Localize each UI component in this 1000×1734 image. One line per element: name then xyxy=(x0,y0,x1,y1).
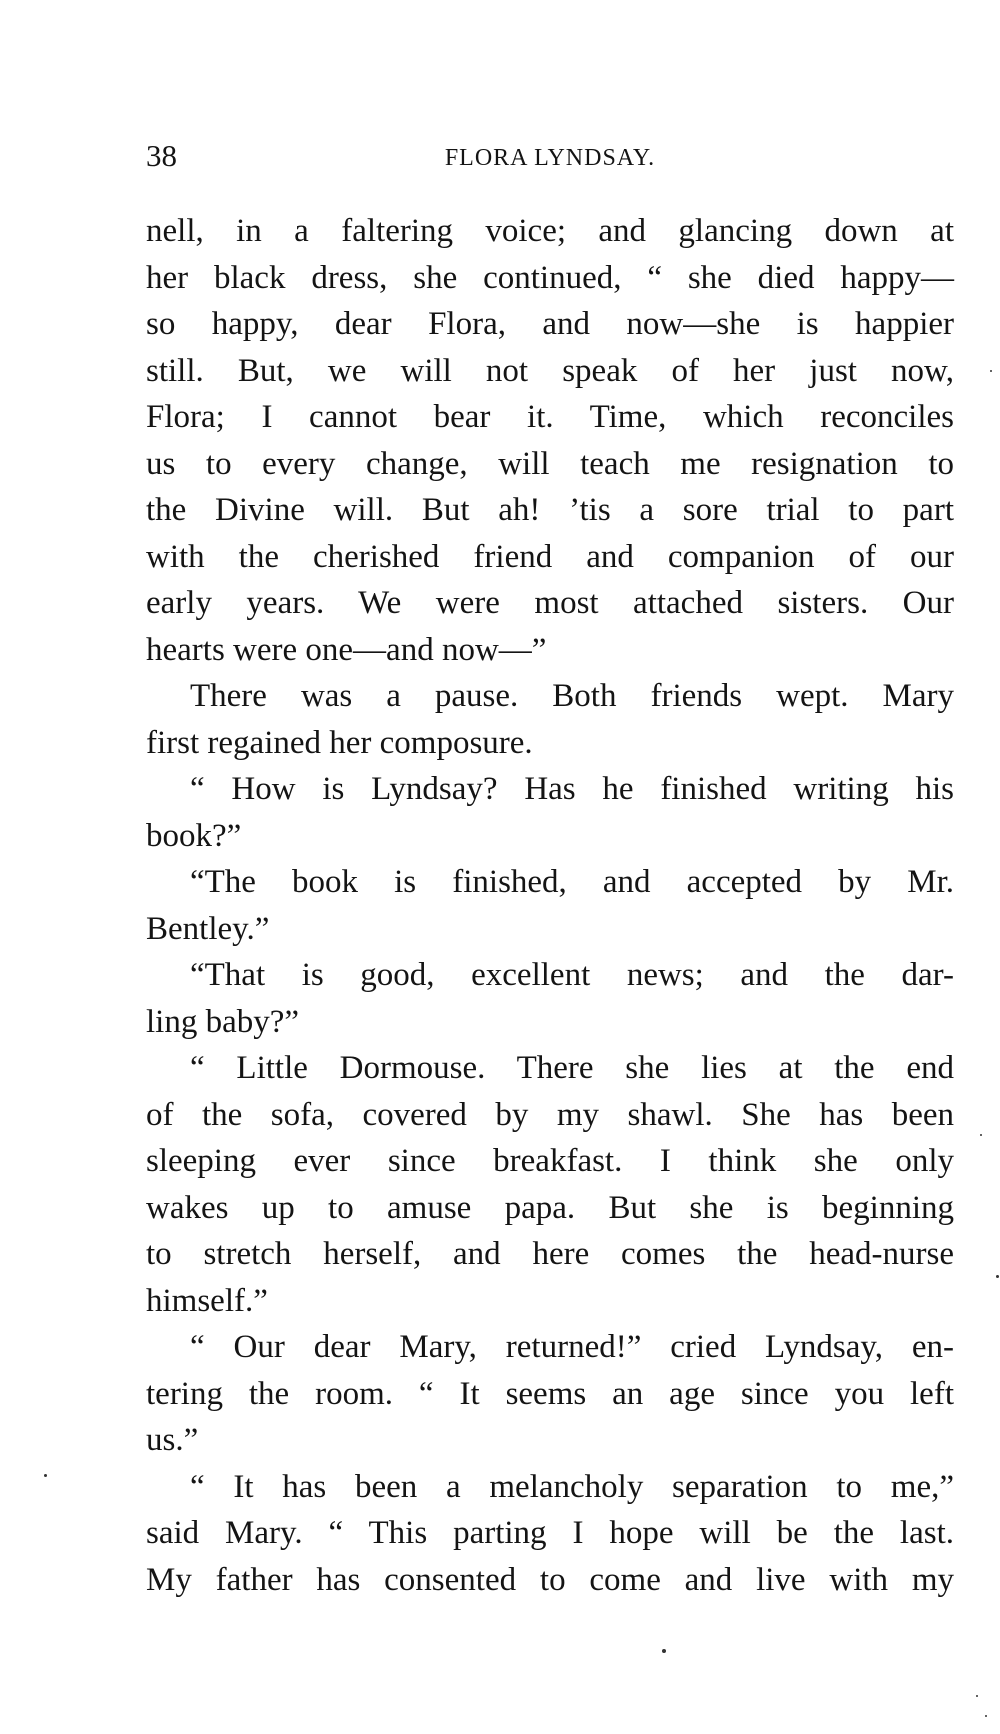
running-title: FLORA LYNDSAY. xyxy=(444,145,656,171)
text-line: her black dress, she continued, “ she died happy— xyxy=(146,259,954,296)
text-line: “The book is finished, and accepted by Mr. xyxy=(190,864,954,900)
scan-speck xyxy=(985,1715,987,1717)
scan-speck xyxy=(980,1134,982,1136)
text-line: still. But, we will not speak of her just now, xyxy=(146,352,954,389)
text-line: to stretch herself, and here comes the head-nurse xyxy=(146,1236,954,1272)
text-line: book?” xyxy=(146,817,242,854)
text-line: first regained her composure. xyxy=(146,724,533,761)
text-line: hearts were one—and now—” xyxy=(146,631,547,668)
page-header xyxy=(146,134,954,178)
text-line: tering the room. “ It seems an age since you left xyxy=(146,1375,954,1412)
text-line: nell, in a faltering voice; and glancing down at xyxy=(146,213,954,249)
text-line: “That is good, excellent news; and the dar- xyxy=(190,957,954,993)
text-line: sleeping ever since breakfast. I think she only xyxy=(146,1143,954,1179)
text-line: us to every change, will teach me resignation to xyxy=(146,445,954,482)
page-number: 38 xyxy=(146,138,177,173)
text-line: There was a pause. Both friends wept. Mary xyxy=(190,678,954,714)
text-line: himself.” xyxy=(146,1282,268,1319)
text-line: so happy, dear Flora, and now—she is happier xyxy=(146,306,954,342)
scan-speck xyxy=(976,1695,978,1697)
text-line: Bentley.” xyxy=(146,910,270,947)
text-line: “ Little Dormouse. There she lies at the end xyxy=(190,1050,954,1086)
text-line: wakes up to amuse papa. But she is beginning xyxy=(146,1189,954,1226)
text-line: “ Our dear Mary, returned!” cried Lyndsay, en- xyxy=(190,1329,954,1365)
text-line: us.” xyxy=(146,1422,199,1458)
scan-speck xyxy=(662,1649,666,1653)
text-line: “ How is Lyndsay? Has he finished writing his xyxy=(190,771,954,807)
scan-speck xyxy=(996,1275,999,1278)
text-line: Flora; I cannot bear it. Time, which reconciles xyxy=(146,399,954,435)
scan-speck xyxy=(44,1474,47,1477)
text-line: with the cherished friend and companion of our xyxy=(146,538,954,575)
text-line: the Divine will. But ah! ’tis a sore trial to part xyxy=(146,492,954,528)
text-line: My father has consented to come and live with my xyxy=(146,1561,954,1598)
body-text xyxy=(146,208,954,1603)
text-line: “ It has been a melancholy separation to me,” xyxy=(190,1468,954,1505)
text-line: ling baby?” xyxy=(146,1003,300,1040)
scan-speck xyxy=(990,370,992,372)
text-line: of the sofa, covered by my shawl. She has been xyxy=(146,1096,954,1133)
text-line: said Mary. “ This parting I hope will be the last. xyxy=(146,1515,954,1551)
text-line: early years. We were most attached sisters. Our xyxy=(146,585,954,621)
